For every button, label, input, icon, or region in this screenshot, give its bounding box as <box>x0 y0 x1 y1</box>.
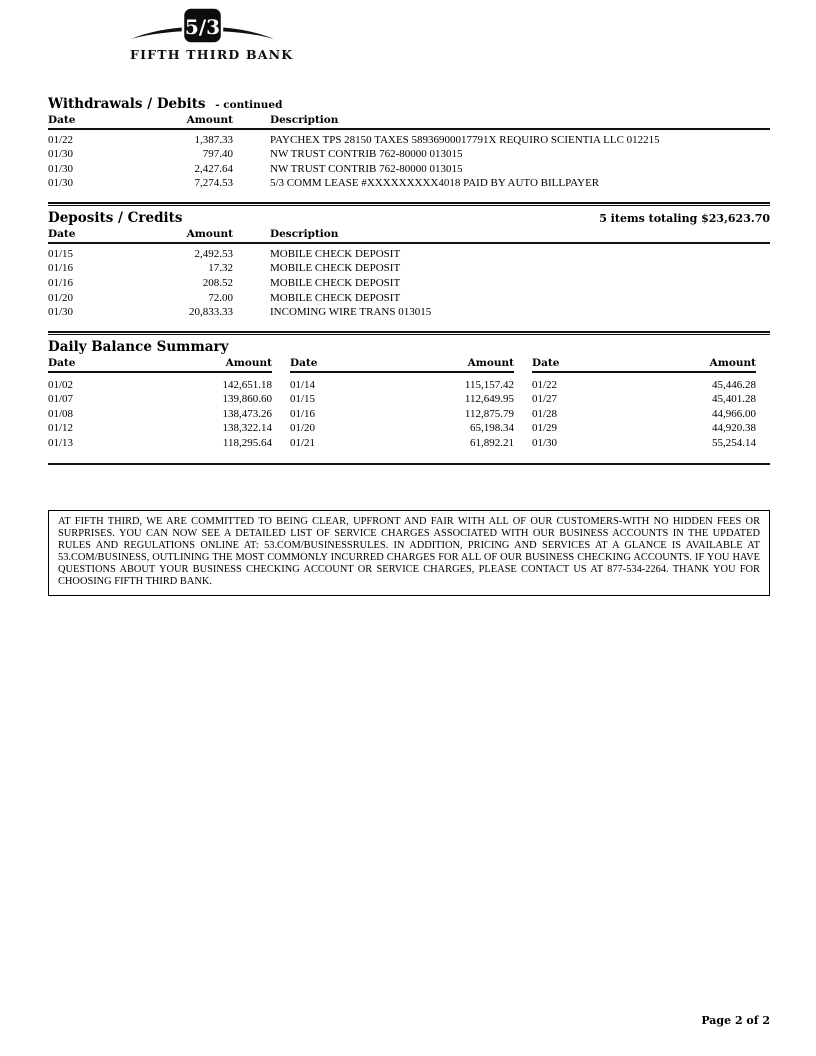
amount-cell: 2,427.64 <box>194 162 233 175</box>
description-cell: NW TRUST CONTRIB 762-80000 013015 <box>270 162 463 175</box>
amount-cell: 208.52 <box>202 277 233 290</box>
amount-cell: 118,295.64 <box>222 437 272 450</box>
date-column-header: Date <box>48 114 76 126</box>
date-cell: 01/16 <box>290 407 316 420</box>
withdrawals-continued-label: - continued <box>215 99 283 111</box>
amount-cell: 138,473.26 <box>222 407 272 420</box>
date-cell: 01/22 <box>532 378 558 391</box>
description-column-header: Description <box>270 228 339 241</box>
withdrawals-table-header <box>48 114 770 130</box>
amount-column-header: Amount <box>186 114 233 126</box>
description-cell: MOBILE CHECK DEPOSIT <box>270 291 401 304</box>
table-row <box>290 378 514 393</box>
deposits-title: Deposits / Credits <box>48 210 183 227</box>
daily-balance-group-1 <box>48 357 272 450</box>
date-cell: 01/16 <box>48 277 74 290</box>
table-row <box>48 407 272 422</box>
amount-cell: 797.40 <box>202 148 233 161</box>
table-row <box>48 378 272 393</box>
amount-cell: 44,966.00 <box>712 407 756 420</box>
daily-balance-group-body <box>532 373 756 450</box>
table-row <box>48 421 272 436</box>
amount-cell: 20,833.33 <box>189 306 233 319</box>
date-cell: 01/13 <box>48 437 74 450</box>
date-cell: 01/27 <box>532 393 558 406</box>
date-cell: 01/14 <box>290 378 316 391</box>
daily-balance-group-header <box>290 357 514 373</box>
deposits-section <box>48 210 770 319</box>
deposits-table-body <box>48 244 770 319</box>
amount-cell: 55,254.14 <box>712 437 756 450</box>
date-cell: 01/30 <box>48 306 74 319</box>
amount-cell: 112,875.79 <box>464 407 514 420</box>
table-row <box>48 291 770 306</box>
date-column-header: Date <box>532 357 560 370</box>
date-cell: 01/16 <box>48 262 74 275</box>
deposits-total-summary: 5 items totaling $23,623.70 <box>599 212 770 226</box>
date-cell: 01/07 <box>48 393 74 406</box>
date-cell: 01/12 <box>48 422 74 435</box>
description-cell: INCOMING WIRE TRANS 013015 <box>270 306 432 319</box>
daily-balance-title: Daily Balance Summary <box>48 339 229 356</box>
description-cell: 5/3 COMM LEASE #XXXXXXXXX4018 PAID BY AUTO BILLPAYER <box>270 177 600 190</box>
date-cell: 01/20 <box>48 291 74 304</box>
table-row <box>532 436 756 451</box>
daily-balance-group-header <box>48 357 272 373</box>
date-cell: 01/28 <box>532 407 558 420</box>
amount-column-header: Amount <box>186 228 233 241</box>
table-row <box>48 392 272 407</box>
section-divider <box>48 202 770 207</box>
table-row <box>48 133 770 148</box>
date-cell: 01/08 <box>48 407 74 420</box>
daily-balance-title-row <box>48 339 770 356</box>
section-divider <box>48 331 770 336</box>
amount-cell: 65,198.34 <box>470 422 514 435</box>
date-cell: 01/15 <box>290 393 316 406</box>
table-row <box>48 147 770 162</box>
amount-cell: 115,157.42 <box>464 378 514 391</box>
table-row <box>48 261 770 276</box>
table-row <box>290 421 514 436</box>
table-row <box>48 305 770 320</box>
amount-cell: 61,892.21 <box>470 437 514 450</box>
withdrawals-title-row <box>48 96 770 113</box>
description-cell: NW TRUST CONTRIB 762-80000 013015 <box>270 148 463 161</box>
withdrawals-section <box>48 96 770 191</box>
date-column-header: Date <box>48 228 76 241</box>
amount-cell: 45,446.28 <box>712 378 756 391</box>
description-cell: PAYCHEX TPS 28150 TAXES 58936900017791X REQUIRO SCIENTIA LLC 012215 <box>270 133 660 146</box>
logo-shield-text: 5/3 <box>184 15 221 39</box>
date-cell: 01/30 <box>48 148 74 161</box>
table-row <box>48 162 770 177</box>
daily-balance-group-2 <box>290 357 514 450</box>
date-cell: 01/15 <box>48 247 74 260</box>
table-row <box>532 421 756 436</box>
daily-balance-group-3 <box>532 357 756 450</box>
withdrawals-title: Withdrawals / Debits <box>48 96 206 112</box>
deposits-title-row <box>48 210 770 227</box>
amount-cell: 1,387.33 <box>194 133 233 146</box>
amount-cell: 17.32 <box>208 262 233 275</box>
amount-cell: 2,492.53 <box>194 247 233 260</box>
date-cell: 01/21 <box>290 437 316 450</box>
section-divider <box>48 463 770 465</box>
amount-column-header: Amount <box>709 357 756 370</box>
daily-balance-group-header <box>532 357 756 373</box>
amount-cell: 142,651.18 <box>222 378 272 391</box>
table-row <box>48 276 770 291</box>
notice-text: AT FIFTH THIRD, WE ARE COMMITTED TO BEING CLEAR, UPFRONT AND FAIR WITH ALL OF OUR CUSTOMERS-WITH NO HIDDEN FEES OR SURPRISES. YOU CAN NOW SEE A DETAILED LIST OF SERVICE CHARGES ASSOCIATED WITH OUR BUSINESS ACCOUNTS IN THE UPDATED RULES AND REGULATIONS ONLINE AT: 53.COM/BUSINESSRULES. IN ADDITION, PRICING AND SERVICES AT A GLANCE IS AVAILABLE AT 53.COM/BUSINESS, OUTLINING THE MOST COMMONLY INCURRED CHARGES FOR ALL OF OUR BUSINESS CHECKING ACCOUNTS. IF YOU HAVE QUESTIONS ABOUT YOUR BUSINESS CHECKING ACCOUNT OR SERVICE CHARGES, PLEASE CONTACT US AT 877-534-2264. THANK YOU FOR CHOOSING FIFTH THIRD BANK. <box>58 515 760 588</box>
table-row <box>290 392 514 407</box>
amount-cell: 7,274.53 <box>194 177 233 190</box>
table-row <box>532 392 756 407</box>
table-row <box>290 407 514 422</box>
table-row <box>48 176 770 191</box>
date-column-header: Date <box>290 357 318 370</box>
table-row <box>48 436 272 451</box>
date-cell: 01/22 <box>48 133 74 146</box>
withdrawals-table-body <box>48 130 770 191</box>
amount-cell: 112,649.95 <box>464 393 514 406</box>
date-column-header: Date <box>48 357 76 370</box>
notice-box <box>48 510 770 596</box>
deposits-table-header <box>48 228 770 244</box>
amount-cell: 138,322.14 <box>222 422 272 435</box>
bank-name: FIFTH THIRD BANK <box>130 47 294 62</box>
date-cell: 01/02 <box>48 378 74 391</box>
amount-cell: 45,401.28 <box>712 393 756 406</box>
description-column-header: Description <box>270 114 339 126</box>
description-cell: MOBILE CHECK DEPOSIT <box>270 247 401 260</box>
daily-balance-section <box>48 339 770 464</box>
amount-cell: 44,920.38 <box>712 422 756 435</box>
daily-balance-group-body <box>48 373 272 450</box>
daily-balance-columns <box>48 357 756 450</box>
date-cell: 01/30 <box>48 162 74 175</box>
amount-column-header: Amount <box>225 357 272 370</box>
table-row <box>290 436 514 451</box>
date-cell: 01/20 <box>290 422 316 435</box>
date-cell: 01/30 <box>48 177 74 190</box>
date-cell: 01/29 <box>532 422 558 435</box>
date-cell: 01/30 <box>532 437 558 450</box>
description-cell: MOBILE CHECK DEPOSIT <box>270 277 401 290</box>
amount-cell: 72.00 <box>208 291 233 304</box>
table-row <box>532 378 756 393</box>
statement-content <box>48 0 770 596</box>
daily-balance-group-body <box>290 373 514 450</box>
amount-column-header: Amount <box>467 357 514 370</box>
amount-cell: 139,860.60 <box>222 393 272 406</box>
page-number: Page 2 of 2 <box>701 1014 770 1027</box>
table-row <box>48 247 770 262</box>
table-row <box>532 407 756 422</box>
description-cell: MOBILE CHECK DEPOSIT <box>270 262 401 275</box>
